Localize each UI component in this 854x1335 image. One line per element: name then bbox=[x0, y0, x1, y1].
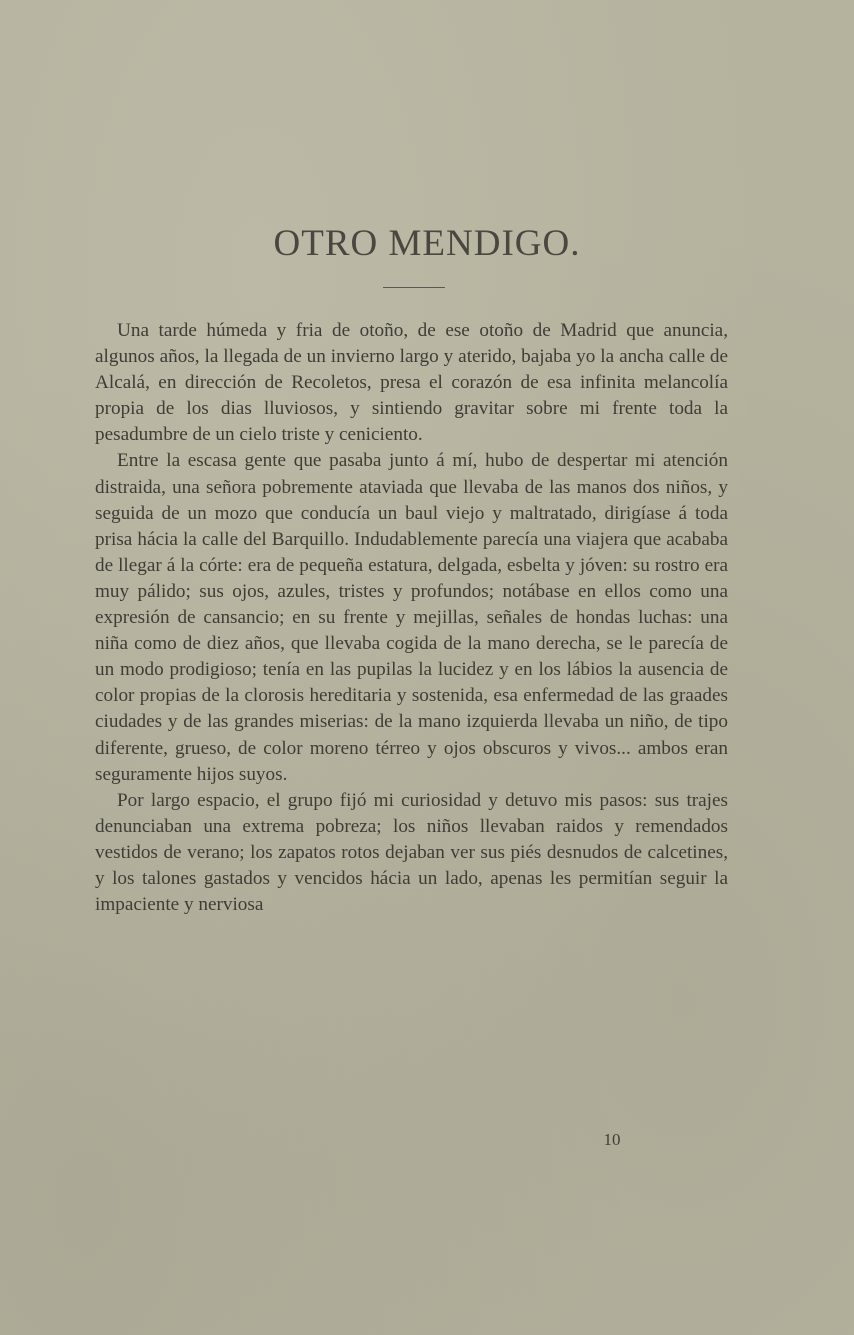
paragraph-2: Entre la escasa gente que pasaba junto á mí, hubo de despertar mi atención distraida, una señora pobremente ataviada que llevaba de las manos dos niños, y seguida de un mozo que conducía un baul viejo y maltratado, dirigíase á toda prisa hácia la calle del Barquillo. Indudablemente parecía una viajera que acababa de llegar á la córte: era de pequeña estatura, delgada, esbelta y jóven: su rostro era muy pálido; sus ojos, azules, tristes y profundos; notábase en ellos como una expresión de cansancio; en su frente y mejillas, señales de hondas luchas: una niña como de diez años, que llevaba cogida de la mano derecha, se le parecía de un modo prodigioso; tenía en las pupilas la lucidez y en los lábios la ausencia de color propias de la clorosis hereditaria y sostenida, esa enfermedad de las graades ciudades y de las grandes miserias: de la mano izquierda llevaba un niño, de tipo diferente, grueso, de color moreno térreo y ojos obscuros y vivos... ambos eran seguramente hijos suyos. bbox=[95, 450, 728, 785]
paragraph-1: Una tarde húmeda y fria de otoño, de ese otoño de Madrid que anuncia, algunos años, la llegada de un invierno largo y aterido, bajaba yo la ancha calle de Alcalá, en dirección de Recoletos, presa el corazón de esa infinita melancolía propia de los dias lluviosos, y sintiendo gravitar sobre mi frente toda la pesadumbre de un cielo triste y ceniciento. bbox=[95, 320, 728, 446]
page-number: 10 bbox=[603, 1130, 621, 1149]
chapter-title: OTRO MENDIGO. bbox=[273, 223, 581, 264]
paragraph-3: Por largo espacio, el grupo fijó mi curiosidad y detuvo mis pasos: sus trajes denunciaban una extrema pobreza; los niños llevaban raidos y remendados vestidos de verano; los zapatos rotos dejaban ver sus piés desnudos de calcetines, y los talones gastados y vencidos hácia un lado, apenas les permitían seguir la impaciente y nerviosa bbox=[95, 789, 728, 916]
body-text bbox=[95, 318, 728, 918]
title-divider bbox=[383, 287, 445, 288]
